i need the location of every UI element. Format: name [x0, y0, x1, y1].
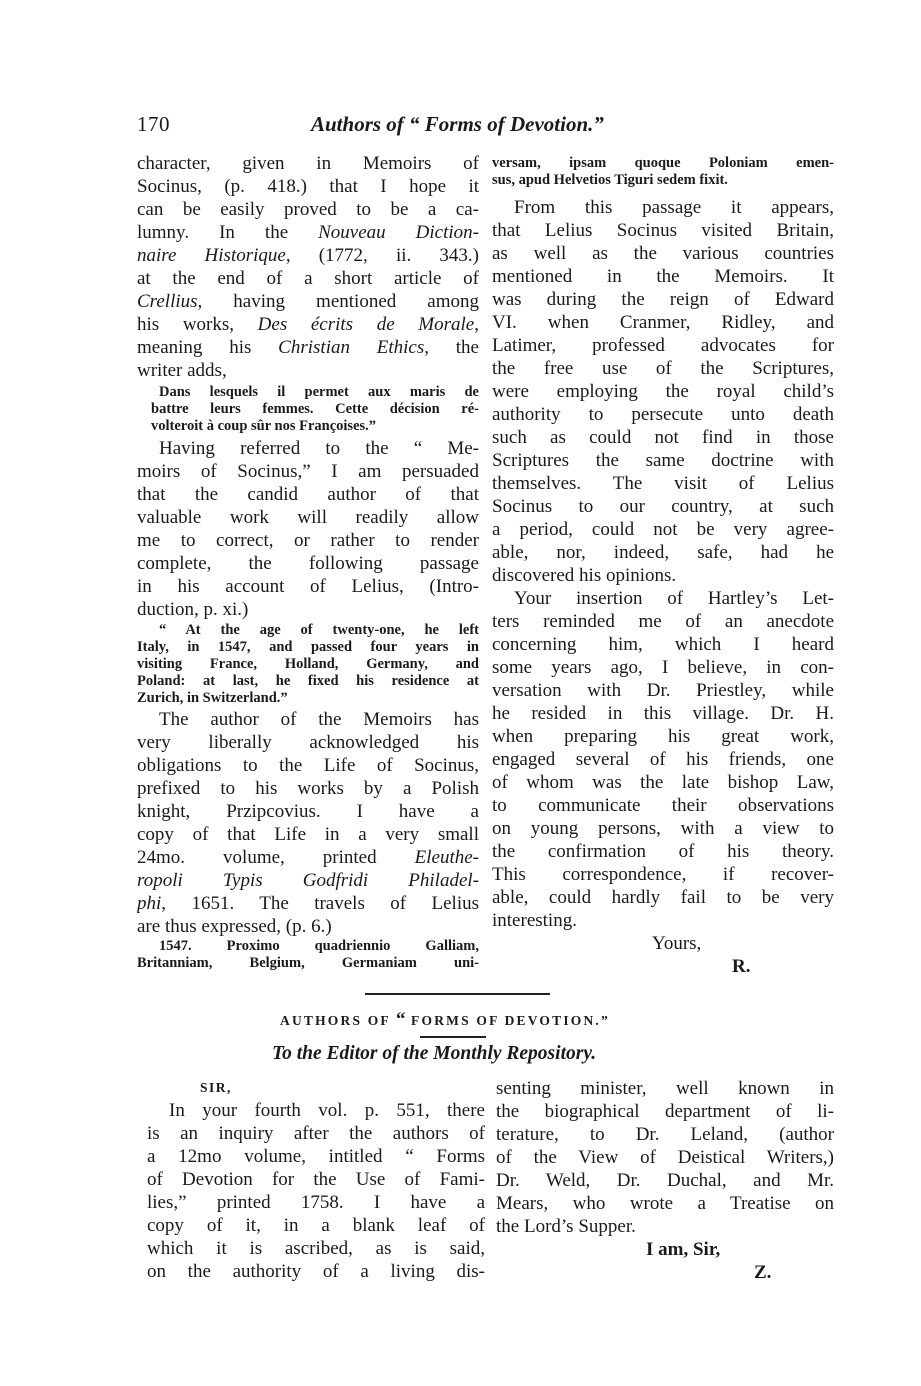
article2-right-column [496, 1077, 834, 1284]
text-line: moirs of Socinus,” I am persuaded [137, 461, 479, 482]
paragraph-2 [137, 437, 479, 621]
text-line: interesting. [492, 910, 577, 931]
closing-yours: Yours, [652, 933, 702, 954]
text-line: knight, Przipcovius. I have a [137, 801, 479, 822]
text-line: themselves. The visit of Lelius [492, 473, 834, 494]
quote-line: Dans lesquels il permet aux maris de [159, 384, 479, 400]
text-line [137, 221, 479, 244]
text-line [137, 290, 479, 313]
signature-z: Z. [754, 1262, 772, 1283]
article1-left-column [137, 152, 479, 972]
quote-line: “ At the age of twenty-one, he left [159, 622, 479, 638]
text-line: Latimer, professed advocates for [492, 335, 834, 356]
title-quote-mark: “ [395, 1009, 406, 1030]
text-line: the Lord’s Supper. [496, 1216, 636, 1237]
text-line: of whom was the late bishop Law, [492, 772, 834, 793]
text-line: the confirmation of his theory. [492, 841, 834, 862]
text-line: to communicate their observations [492, 795, 834, 816]
quote-line: Zurich, in Switzerland.” [137, 690, 288, 706]
text-line: VI. when Cranmer, Ridley, and [492, 312, 834, 333]
text-line: Scriptures the same doctrine with [492, 450, 834, 471]
quote-line: visiting France, Holland, Germany, and [137, 656, 479, 672]
french-quote [137, 384, 479, 435]
text-line: the biographical department of li- [496, 1101, 834, 1122]
text-line [137, 869, 479, 892]
text-line: obligations to the Life of Socinus, [137, 755, 479, 776]
section-title [280, 1009, 610, 1031]
text-line: discovered his opinions. [492, 565, 677, 586]
text-line: Having referred to the “ Me- [159, 438, 479, 459]
text-line: Your insertion of Hartley’s Let- [514, 588, 834, 609]
quote-line: 1547. Proximo quadriennio Galliam, [159, 938, 479, 954]
text-line: was during the reign of Edward [492, 289, 834, 310]
text-line: terature, to Dr. Leland, (author [496, 1124, 834, 1145]
text-line: Socinus, (p. 418.) that I hope it [137, 176, 479, 197]
text-line: as well as the various countries [492, 243, 834, 264]
quote-line: Britanniam, Belgium, Germaniam uni- [137, 955, 479, 971]
quote-line: battre leurs femmes. Cette décision ré- [151, 401, 479, 417]
text-line: is an inquiry after the authors of [147, 1123, 485, 1144]
latin-quote [137, 938, 479, 972]
text-line: concerning him, which I heard [492, 634, 834, 655]
text-line: The author of the Memoirs has [159, 709, 479, 730]
section-subtitle: To the Editor of the Monthly Repository. [272, 1043, 597, 1064]
text-line: writer adds, [137, 360, 227, 381]
text-line: engaged several of his friends, one [492, 749, 834, 770]
quote-line: volteroit à coup sûr nos Françoises.” [151, 418, 377, 434]
text-line: versation with Dr. Priestley, while [492, 680, 834, 701]
text-line: that Lelius Socinus visited Britain, [492, 220, 834, 241]
text-line: senting minister, well known in [496, 1078, 834, 1099]
text-line: prefixed to his works by a Polish [137, 778, 479, 799]
text-line: able, nor, indeed, safe, had he [492, 542, 834, 563]
paragraph-1 [137, 152, 479, 382]
text-line: me to correct, or rather to render [137, 530, 479, 551]
text-line: able, could hardly fail to be very [492, 887, 834, 908]
text-line: when preparing his great work, [492, 726, 834, 747]
text-line [137, 244, 479, 267]
text-line: Dr. Weld, Dr. Duchal, and Mr. [496, 1170, 834, 1191]
text-line: a 12mo volume, intitled “ Forms [147, 1146, 485, 1167]
signature-r: R. [732, 956, 751, 977]
italic-imprint: ropoli Typis Godfridi Philadel- [137, 870, 479, 891]
section-divider [365, 993, 550, 995]
text-line: very liberally acknowledged his [137, 732, 479, 753]
text-line: copy of that Life in a very small [137, 824, 479, 845]
text-line: that the candid author of that [137, 484, 479, 505]
text-line: lies,” printed 1758. I have a [147, 1192, 485, 1213]
text-line [137, 336, 479, 359]
text-line: which it is ascribed, as is said, [147, 1238, 485, 1259]
text-line: on young persons, with a view to [492, 818, 834, 839]
page-header [137, 112, 837, 142]
text-line: mentioned in the Memoirs. It [492, 266, 834, 287]
quote-line: sus, apud Helvetios Tiguri sedem fixit. [492, 172, 728, 188]
text-line: complete, the following passage [137, 553, 479, 574]
salutation: SIR, [200, 1080, 232, 1095]
text-run: , the [424, 337, 479, 358]
text-line: authority to persecute unto death [492, 404, 834, 425]
text-run: , (1772, ii. 343.) [285, 245, 479, 266]
paragraph-5 [492, 587, 834, 932]
text-line: he resided in this village. Dr. H. [492, 703, 834, 724]
english-quote [137, 622, 479, 707]
text-line: duction, p. xi.) [137, 599, 249, 620]
page-number: 170 [137, 112, 170, 136]
article2-left-column [147, 1077, 485, 1283]
text-line: In your fourth vol. p. 551, there [169, 1100, 485, 1121]
closing-i-am-sir: I am, Sir, [646, 1239, 721, 1260]
text-line: Mears, who wrote a Treatise on [496, 1193, 834, 1214]
text-line: were employing the royal child’s [492, 381, 834, 402]
text-line: such as could not find in those [492, 427, 834, 448]
quote-line: Italy, in 1547, and passed four years in [137, 639, 479, 655]
italic-title: Nouveau Diction- [318, 222, 479, 243]
text-line: of the View of Deistical Writers,) [496, 1147, 834, 1168]
italic-title: Des écrits de Morale [257, 314, 475, 335]
italic-imprint: phi [137, 893, 162, 914]
quote-line: versam, ipsam quoque Poloniam emen- [492, 155, 834, 171]
text-line: Socinus to our country, at such [492, 496, 834, 517]
text-line: the free use of the Scriptures, [492, 358, 834, 379]
text-line: valuable work will readily allow [137, 507, 479, 528]
text-line [137, 846, 479, 869]
text-line: of Devotion for the Use of Fami- [147, 1169, 485, 1190]
text-line: ters reminded me of an anecdote [492, 611, 834, 632]
italic-title: Christian Ethics [278, 337, 425, 358]
paragraph-4 [492, 196, 834, 587]
text-line: at the end of a short article of [137, 268, 479, 289]
text-line: From this passage it appears, [514, 197, 834, 218]
text-line: a period, could not be very agree- [492, 519, 834, 540]
text-run: , having mentioned among [197, 291, 479, 312]
text-line: in his account of Lelius, (Intro- [137, 576, 479, 597]
text-line [137, 313, 479, 336]
text-run: his works, [137, 314, 258, 335]
text-run: 24mo. volume, printed [137, 847, 415, 868]
italic-imprint: Eleuthe- [414, 847, 479, 868]
italic-title: naire Historique [137, 245, 286, 266]
latin-quote-continued [492, 155, 834, 189]
text-line [137, 892, 479, 915]
article1-right-column [492, 152, 834, 978]
text-run: lumny. In the [137, 222, 319, 243]
paragraph-3 [137, 708, 479, 938]
text-line: This correspondence, if recover- [492, 864, 834, 885]
text-line: can be easily proved to be a ca- [137, 199, 479, 220]
title-text: FORMS OF DEVOTION.” [405, 1013, 610, 1028]
running-title: Authors of “ Forms of Devotion.” [311, 112, 604, 136]
text-line: copy of it, in a blank leaf of [147, 1215, 485, 1236]
text-run: , [474, 314, 479, 335]
quote-line: Poland: at last, he fixed his residence at [137, 673, 479, 689]
text-line: are thus expressed, (p. 6.) [137, 916, 332, 937]
text-line: on the authority of a living dis- [147, 1261, 485, 1282]
text-run: , 1651. The travels of Lelius [161, 893, 479, 914]
title-text: AUTHORS OF [280, 1013, 396, 1028]
text-line: character, given in Memoirs of [137, 153, 479, 174]
title-underline-rule [420, 1036, 486, 1038]
text-line: some years ago, I believe, in con- [492, 657, 834, 678]
italic-name: Crellius [137, 291, 198, 312]
text-run: meaning his [137, 337, 279, 358]
